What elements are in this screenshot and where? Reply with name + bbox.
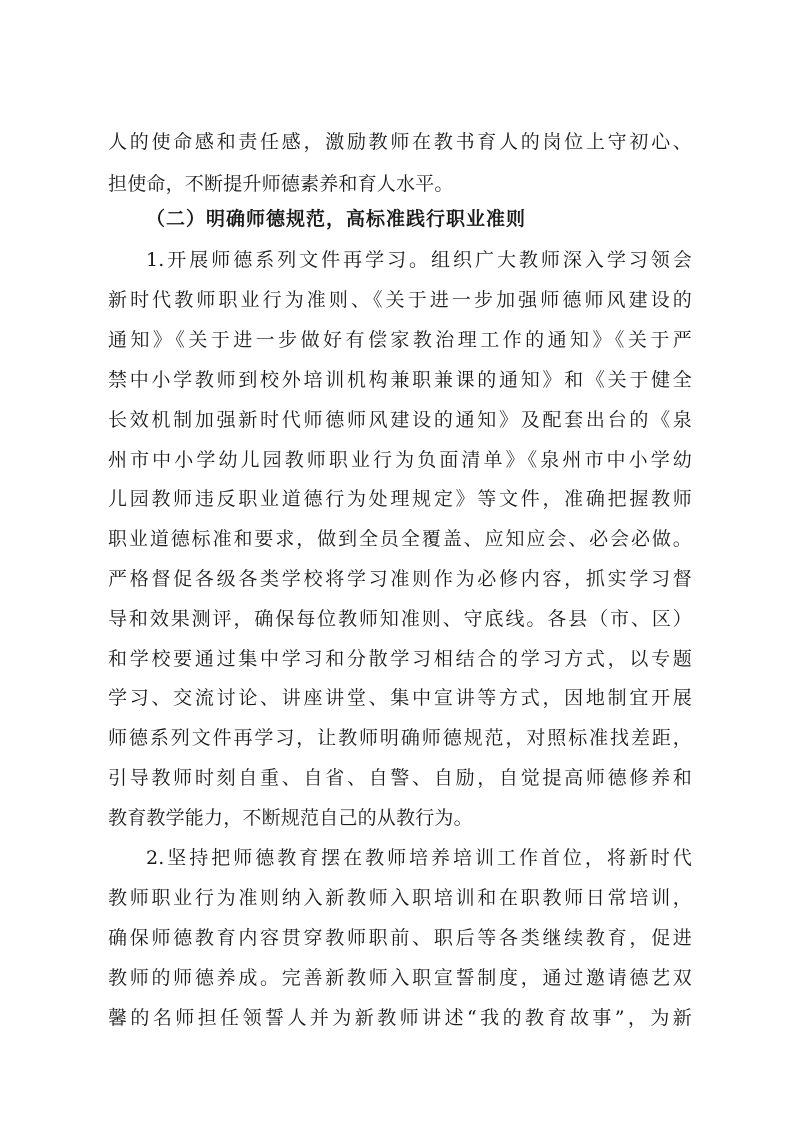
body-line: 引导教师时刻自重、自省、自警、自励，自觉提高师德修养和 — [108, 767, 692, 789]
paragraph-first-line: 1.开展师德系列文件再学习。组织广大教师深入学习领会 — [146, 249, 692, 271]
body-line: 严格督促各级各类学校将学习准则作为必修内容，抓实学习督 — [108, 568, 692, 590]
body-line: 教师职业行为准则纳入新教师入职培训和在职教师日常培训， — [108, 887, 692, 909]
body-line: 担使命，不断提升师德素养和育人水平。 — [108, 173, 454, 195]
body-line: 通知》《关于进一步做好有偿家教治理工作的通知》《关于严 — [108, 329, 692, 351]
body-line: 禁中小学教师到校外培训机构兼职兼课的通知》和《关于健全 — [108, 369, 692, 391]
section-heading: （二）明确师德规范，高标准践行职业准则 — [146, 208, 527, 230]
body-line: 职业道德标准和要求，做到全员全覆盖、应知应会、必会必做。 — [108, 528, 692, 550]
paragraph-first-line: 2.坚持把师德教育摆在教师培养培训工作首位，将新时代 — [146, 847, 692, 869]
body-line: 馨的名师担任领誓人并为新教师讲述“我的教育故事”，为新 — [108, 1007, 692, 1029]
body-line: 新时代教师职业行为准则、《关于进一步加强师德师风建设的 — [108, 289, 692, 311]
body-line: 学习、交流讨论、讲座讲堂、集中宣讲等方式，因地制宜开展 — [108, 687, 692, 709]
body-line: 导和效果测评，确保每位教师知准则、守底线。各县（市、区） — [108, 608, 692, 630]
body-line: 州市中小学幼儿园教师职业行为负面清单》《泉州市中小学幼 — [108, 449, 692, 471]
body-line: 教育教学能力，不断规范自己的从教行为。 — [108, 807, 473, 829]
body-line: 长效机制加强新时代师德师风建设的通知》及配套出台的《泉 — [108, 409, 692, 431]
body-line: 儿园教师违反职业道德行为处理规定》等文件，准确把握教师 — [108, 488, 692, 510]
body-line: 确保师德教育内容贯穿教师职前、职后等各类继续教育，促进 — [108, 927, 692, 949]
body-line: 师德系列文件再学习，让教师明确师德规范，对照标准找差距， — [108, 727, 692, 749]
body-line: 人的使命感和责任感，激励教师在教书育人的岗位上守初心、 — [108, 131, 692, 153]
body-line: 和学校要通过集中学习和分散学习相结合的学习方式，以专题 — [108, 648, 692, 670]
body-line: 教师的师德养成。完善新教师入职宣誓制度，通过邀请德艺双 — [108, 967, 692, 989]
